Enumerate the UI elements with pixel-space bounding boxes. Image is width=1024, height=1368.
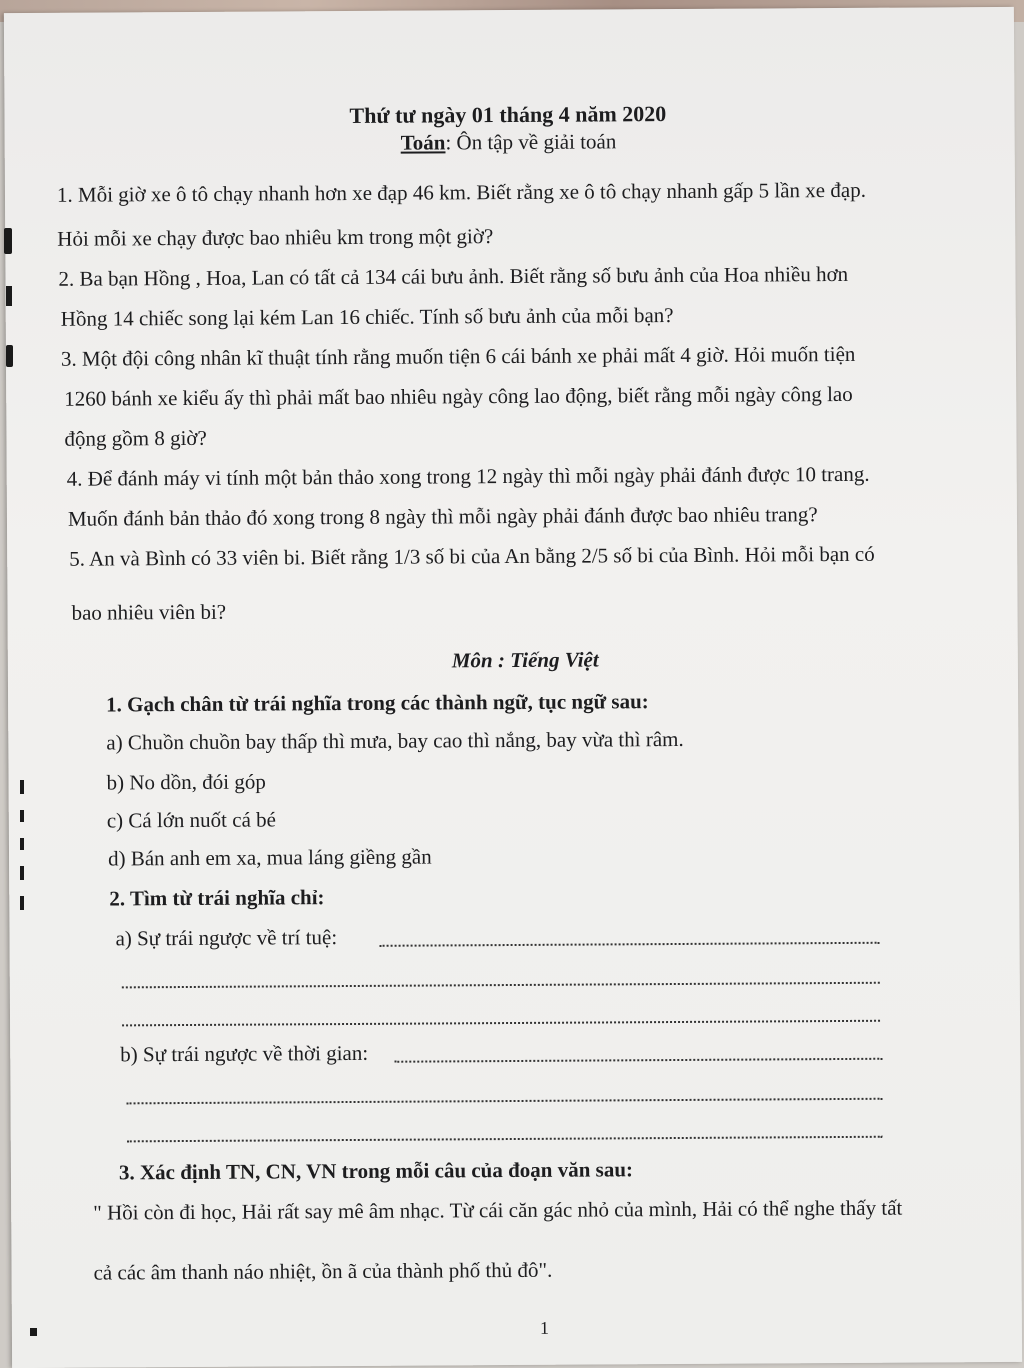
answer-line [122, 1020, 880, 1027]
problem-3-line-3: động gồm 8 giờ? [64, 425, 207, 451]
answer-line [127, 1098, 883, 1105]
problem-5-line-2: bao nhiêu viên bi? [71, 599, 227, 625]
passage-line-1: " Hồi còn đi học, Hải rất say mê âm nhạc. Từ cái căn gác nhỏ của mình, Hải có thể nghe thấy tất [93, 1195, 903, 1225]
question-1c: c) Cá lớn nuốt cá bé [106, 807, 277, 833]
question-1d: d) Bán anh em xa, mua láng giềng gần [107, 844, 432, 871]
answer-line [122, 982, 880, 989]
edge-mark [4, 228, 12, 254]
subject-label: Toán [400, 130, 446, 155]
answer-line [127, 1136, 883, 1143]
passage-line-2: cả các âm thanh náo nhiệt, ồn ã của thành phố thủ đô". [93, 1257, 553, 1285]
question-1a: a) Chuồn chuồn bay thấp thì mưa, bay cao thì nắng, bay vừa thì râm. [106, 726, 684, 755]
question-1b: b) No dồn, đói góp [106, 769, 266, 795]
problem-4-line-2: Muốn đánh bản thảo đó xong trong 8 ngày thì mỗi ngày phải đánh được bao nhiêu trang? [67, 502, 818, 531]
edge-mark [6, 286, 12, 306]
vietnamese-question-1: 1. Gạch chân từ trái nghĩa trong các thành ngữ, tục ngữ sau: [106, 689, 649, 717]
edge-mark [20, 896, 24, 910]
answer-line [394, 1058, 882, 1063]
edge-mark [6, 345, 13, 367]
problem-4-line-1: 4. Để đánh máy vi tính một bản thảo xong trong 12 ngày thì mỗi ngày phải đánh được 10 trang. [66, 461, 870, 491]
problem-1-line-2: Hỏi mỗi xe chạy được bao nhiêu km trong một giờ? [57, 224, 494, 251]
question-2b: b) Sự trái ngược về thời gian: [120, 1040, 369, 1067]
edge-mark [30, 1328, 37, 1336]
edge-mark [20, 810, 24, 822]
question-2a: a) Sự trái ngược về trí tuệ: [115, 925, 338, 951]
subject-line [401, 129, 617, 155]
answer-line [380, 942, 880, 947]
problem-3-line-2: 1260 bánh xe kiểu ấy thì phải mất bao nhiêu ngày công lao động, biết rằng mỗi ngày công lao [64, 381, 853, 411]
problem-1-line-1: 1. Mỗi giờ xe ô tô chạy nhanh hơn xe đạp 46 km. Biết rằng xe ô tô chạy nhanh gấp 5 lần xe đạp. [56, 177, 866, 207]
vietnamese-section-title: Môn : Tiếng Việt [451, 647, 599, 673]
worksheet-page [4, 7, 1022, 1368]
edge-mark [20, 838, 24, 850]
problem-5-line-1: 5. An và Bình có 33 viên bi. Biết rằng 1/3 số bi của An bằng 2/5 số bi của Bình. Hỏi mỗi bạn có [69, 541, 875, 571]
problem-2-line-1: 2. Ba bạn Hồng , Hoa, Lan có tất cả 134 cái bưu ảnh. Biết rằng số bưu ảnh của Hoa nhiều hơn [58, 261, 849, 291]
vietnamese-question-2: 2. Tìm từ trái nghĩa chỉ: [109, 885, 325, 911]
subject-title: : Ôn tập về giải toán [445, 129, 617, 155]
vietnamese-question-3: 3. Xác định TN, CN, VN trong mỗi câu của đoạn văn sau: [118, 1157, 634, 1185]
problem-2-line-2: Hồng 14 chiếc song lại kém Lan 16 chiếc. Tính số bưu ảnh của mỗi bạn? [60, 303, 674, 331]
page-number: 1 [539, 1317, 549, 1338]
edge-mark [20, 780, 24, 794]
date-line: Thứ tư ngày 01 tháng 4 năm 2020 [349, 101, 667, 128]
problem-3-line-1: 3. Một đội công nhân kĩ thuật tính rằng muốn tiện 6 cái bánh xe phải mất 4 giờ. Hỏi muốn tiện [60, 341, 856, 371]
edge-mark [20, 866, 24, 880]
